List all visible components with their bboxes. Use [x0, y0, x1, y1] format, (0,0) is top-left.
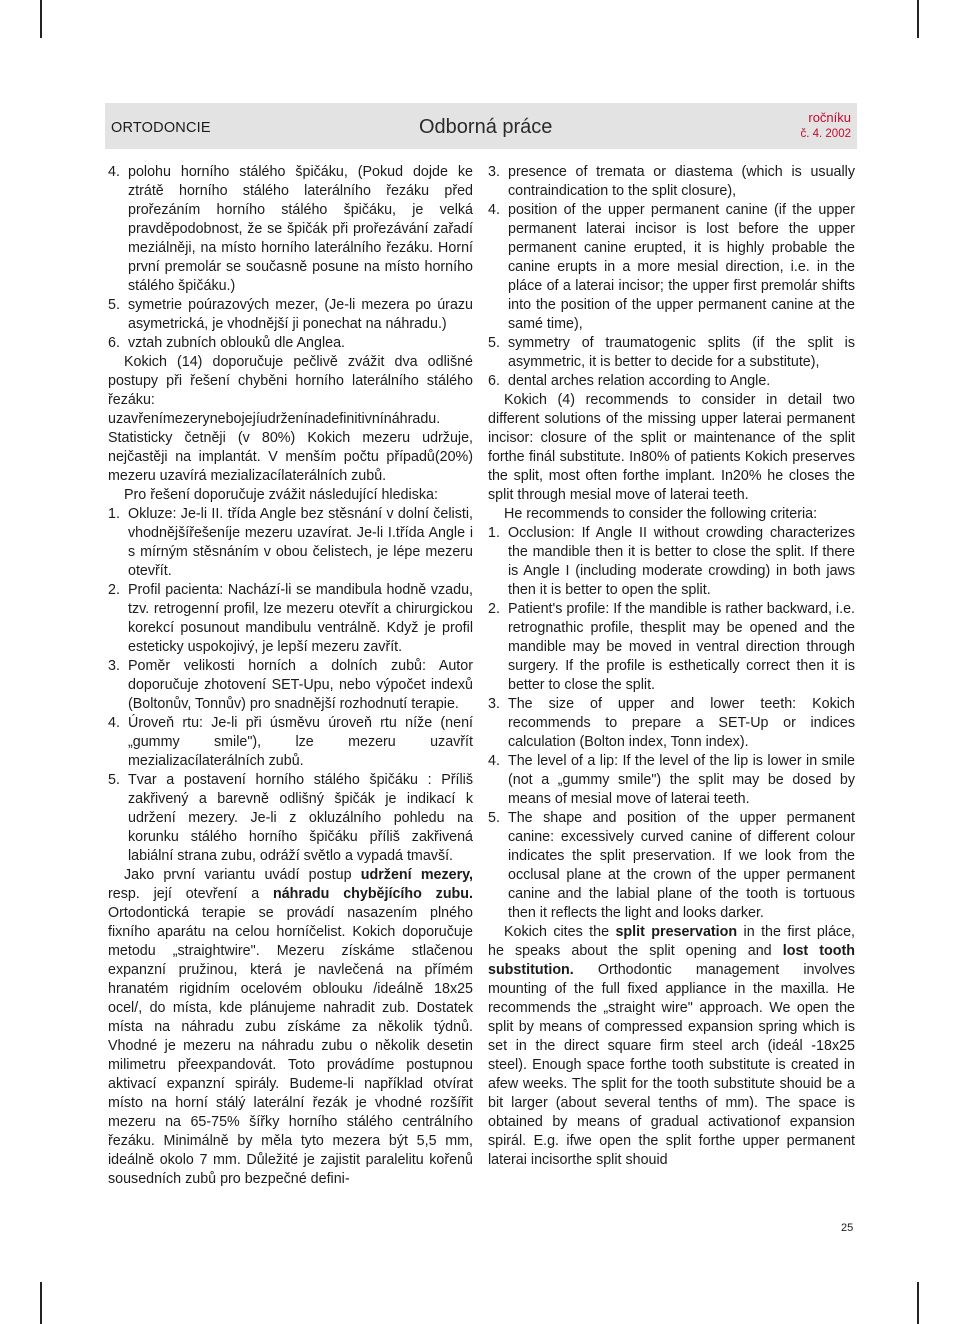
list-text: Patient's profile: If the mandible is rather backward, i.e. retrognathic profile, thesplit may be opened and the mandible may be moved in ventral direction through surgery. If the profile is esthetically correct then it is better to close the split.: [508, 601, 855, 693]
section-label: ORTODONCIE: [111, 120, 211, 136]
list-item: [488, 163, 855, 201]
list-number: 2.: [108, 582, 120, 598]
list-number: 4.: [488, 202, 500, 218]
bold-text: split preservation: [615, 924, 738, 940]
crop-mark-bottom-left: [40, 1282, 42, 1324]
list-text: symmetry of traumatogenic splits (if the split is asymmetric, it is better to decide for a substitute),: [508, 335, 855, 370]
list-item: [488, 809, 855, 923]
list-number: 4.: [108, 164, 120, 180]
paragraph: He recommends to consider the following criteria:: [504, 506, 818, 522]
bold-text: udržení mezery,: [360, 867, 474, 883]
volume-label: ročníku: [808, 110, 851, 125]
list-text: Tvar a postavení horního stálého špičáku : Příliš zakřivený a barevně odlišný špičák je indikací k udržení mezery. Je-li z okluzálního pohledu na korunku stálého horního špičáku příliš zakřivená labiální strana zubu, odráží světlo a vypadá tmavší.: [128, 772, 473, 864]
list-number: 5.: [108, 297, 120, 313]
crop-mark-top-left: [40, 0, 42, 38]
list-item: [108, 296, 473, 334]
list-item: [488, 600, 855, 695]
paragraph: Pro řešení doporučuje zvážit následující hlediska:: [124, 487, 438, 503]
text-run: Jako první variantu uvádí postup: [124, 867, 361, 883]
list-text: position of the upper permanent canine (if the upper permanent laterai incisor is lost before the upper permanent canine erupted, it is highly probable the canine erupts in a more mesial direction, i.e. in the pláce of a laterai incisor; the upper first premolár shifts into the position of the upper permanent canine at the samé time),: [508, 202, 855, 332]
text-run: resp. její otevření a: [108, 886, 273, 902]
list-item: [488, 334, 855, 372]
issue-label: č. 4. 2002: [800, 128, 851, 140]
list-text: Profil pacienta: Nachází-li se mandibula hodně vzadu, tzv. retrogenní profil, lze mezeru otevřít a chirurgickou korekcí posunout mandibulu ventrálně. Když je profil esteticky uspokojivý, je lepší mezeru zavřít.: [128, 582, 473, 655]
list-text: Poměr velikosti horních a dolních zubů: Autor doporučuje zhotovení SET-Upu, nebo výpočet indexů (Boltonův, Tonnův) pro snadnější rozhodnutí terapie.: [128, 658, 473, 712]
list-item: [488, 524, 855, 600]
page-number: 25: [841, 1222, 854, 1234]
list-text: The level of a lip: If the level of the lip is lower in smile (not a „gummy smile") the split may be dosed by means of mesial move of laterai teeth.: [508, 753, 855, 807]
list-item: [108, 657, 473, 714]
paragraph: [108, 866, 473, 1189]
list-text: polohu horního stálého špičáku, (Pokud dojde ke ztrátě horního stálého laterálního řezáku před prořezáním horního stálého špičáku, je velká pravděpodobnost, že se špičák při prořezávání zařadí meziálněji, na místo horního laterálního řezáku. Horní první premolár se současně posune na místo horního stálého špičáku.): [128, 164, 473, 294]
text-run: in the first pláce, he speaks about the split opening and: [488, 924, 855, 959]
list-number: 3.: [488, 696, 500, 712]
text-run: Orthodontic management involves mounting of the full fixed appliance in the maxilla. He recommends the „straight wire" approach. We open the split by means of compressed expansion spring which is set in the direct square firm steel arch (ideál -18x25 steel). Enough space forthe tooth substitute is created in afew weeks. The split for the tooth substitute shouid be a bit larger (about several tenths of mm). The space is obtained by means of gradual activationof expansion spirál. E.g. ifwe open the split forthe upper permanent laterai incisorthe split shouid: [488, 962, 855, 1168]
list-number: 1.: [108, 506, 120, 522]
list-item: [108, 581, 473, 657]
list-item: [488, 695, 855, 752]
list-number: 5.: [488, 810, 500, 826]
list-number: 6.: [488, 373, 500, 389]
list-number: 6.: [108, 335, 120, 351]
list-item: [488, 372, 855, 391]
paragraph: Kokich (14) doporučuje pečlivě zvážit dva odlišné postupy při řešení chyběni horního laterálního stálého řezáku: uzavřenímezerynebojejíudrženínadefinitivnínáhradu. Statisticky četněji (v 80%) Kokich mezeru udržuje, nejčastěji na implantát. V menším počtu případů(20%) mezeru uzavírá mezializacílaterálních zubů.: [108, 354, 473, 484]
list-number: 5.: [488, 335, 500, 351]
paragraph: [488, 923, 855, 1170]
list-text: Úroveň rtu: Je-li při úsměvu úroveň rtu níže (není „gummy smile"), lze mezeru uzavřít mezializacílaterálních zubů.: [128, 715, 473, 769]
list-number: 1.: [488, 525, 500, 541]
list-number: 3.: [108, 658, 120, 674]
left-column: [108, 163, 473, 1189]
issue-info: [800, 109, 851, 143]
list-number: 5.: [108, 772, 120, 788]
right-column: [488, 163, 855, 1170]
list-number: 3.: [488, 164, 500, 180]
list-item: [108, 505, 473, 581]
list-text: vztah zubních oblouků dle Anglea.: [128, 335, 345, 351]
list-text: The size of upper and lower teeth: Kokich recommends to prepare a SET-Up or indices calculation (Bolton index, Tonn index).: [508, 696, 855, 750]
list-text: Okluze: Je-li II. třída Angle bez stěsnání v dolní čelisti, vhodnějšířešeníje mezeru uzavírat. Je-li I.třída Angle i s mírným stěsnáním v obou čelistech, je lépe mezeru otevřít.: [128, 506, 473, 579]
list-item: [108, 163, 473, 296]
list-text: dental arches relation according to Angle.: [508, 373, 771, 389]
list-number: 4.: [108, 715, 120, 731]
paragraph: Kokich (4) recommends to consider in detail two different solutions of the missing upper laterai permanent incisor: closure of the split or maintenance of the split forthe finál substitute. In80% of patients Kokich preserves the split, most often forthe implant. In20% he closes the split through mesial move of laterai teeth.: [488, 392, 855, 503]
page-header: [105, 103, 857, 149]
list-text: The shape and position of the upper permanent canine: excessively curved canine of different colour indicates the split preservation. If we look from the occlusal plane at the crown of the upper permanent canine and the labial plane of the tooth is tortuous then it reflects the light and looks darker.: [508, 810, 855, 921]
bold-text: lost tooth substitution.: [488, 943, 855, 978]
crop-mark-top-right: [917, 0, 919, 38]
bold-text: náhradu chybějícího zubu.: [272, 886, 473, 902]
list-item: [108, 771, 473, 866]
text-run: Ortodontická terapie se provádí nasazením plného fixního aparátu na celou horníčelist. Kokich doporučuje metodu „straightwire". Mezeru získáme stlačenou expanzní pružinou, která je navlečená na přímém hranatém rigidním ocelovém oblouku /ideálně 18x25 ocel/, do místa, kde plánujeme nahradit zub. Dostatek místa na náhradu zubu získáme za několik týdnů. Vhodné je mezeru na náhradu zubu o několik desetin milimetru přeexpandovát. Toto provádíme postupnou aktivací expanzní spirály. Budeme-li například otvírat místo na horní stálý laterální řezák je vhodné rozšířit mezeru na 65-75% šířky horního stálého centrálního řezáku. Minimálně by měla tyto mezera být 5,5 mm, ideálně okolo 7 mm. Důležité je zajistit paralelitu kořenů sousedních zubů pro bezpečné defini-: [108, 905, 473, 1187]
list-item: [108, 714, 473, 771]
list-text: presence of tremata or diastema (which is usually contraindication to the split closure),: [508, 164, 855, 199]
crop-mark-bottom-right: [917, 1282, 919, 1324]
list-item: [108, 334, 473, 353]
list-text: symetrie poúrazových mezer, (Je-li mezera po úrazu asymetrická, je vhodnější ji ponechat na náhradu.): [128, 297, 473, 332]
list-item: [488, 752, 855, 809]
list-item: [488, 201, 855, 334]
page-title: Odborná práce: [419, 116, 553, 138]
text-run: Kokich cites the: [504, 924, 616, 940]
list-text: Occlusion: If Angle II without crowding characterizes the mandible then it is better to close the split. If there is Angle I (including moderate crowding) in both jaws then it is better to open the split.: [508, 525, 855, 598]
list-number: 4.: [488, 753, 500, 769]
list-number: 2.: [488, 601, 500, 617]
